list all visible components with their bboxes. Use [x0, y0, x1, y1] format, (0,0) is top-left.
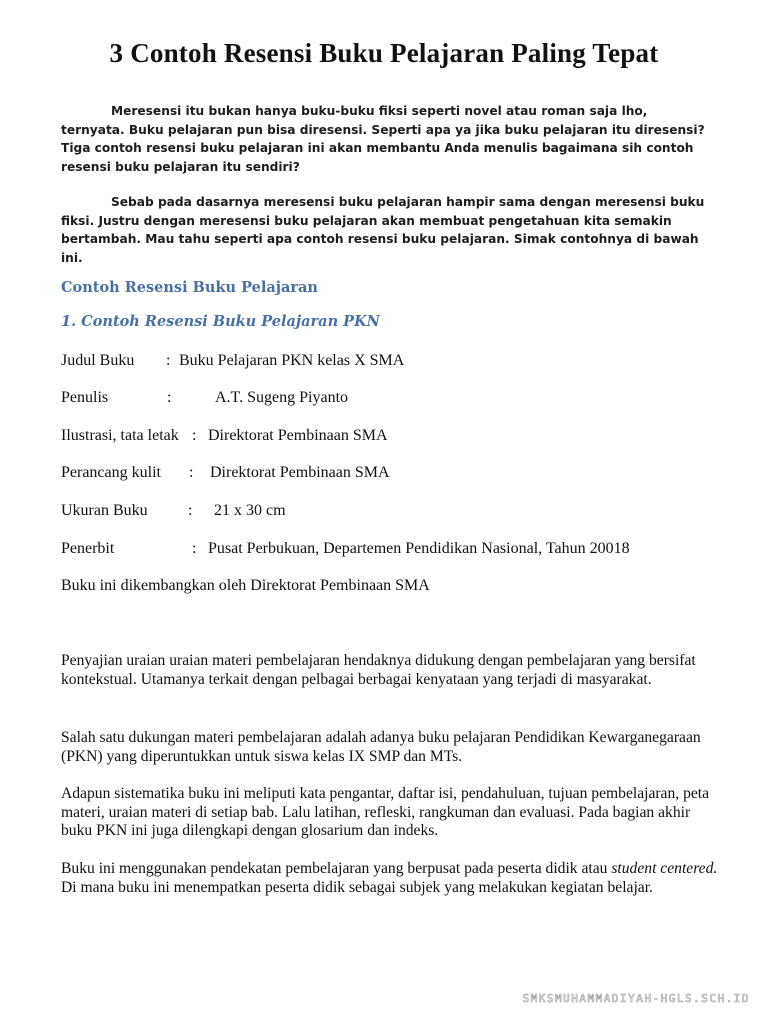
- book-info-label: Perancang kulit: [61, 464, 161, 481]
- body-paragraph-4-text-after: Di mana buku ini menempatkan peserta didik sebagai subjek yang melakukan kegiatan belajar.: [61, 878, 653, 896]
- subsection-heading: 1. Contoh Resensi Buku Pelajaran PKN: [61, 313, 380, 330]
- book-info-value: A.T. Sugeng Piyanto: [215, 389, 349, 406]
- section-heading: Contoh Resensi Buku Pelajaran: [61, 279, 318, 296]
- book-info-separator: :: [192, 540, 197, 557]
- book-info-value: Pusat Perbukuan, Departemen Pendidikan Nasional, Tahun 20018: [208, 540, 630, 557]
- body-paragraph-4-italic: student centered.: [611, 860, 718, 877]
- book-info-separator: :: [167, 389, 172, 406]
- body-paragraph-4-text-before: Buku ini menggunakan pendekatan pembelajaran yang berpusat pada peserta didik atau: [61, 860, 612, 877]
- body-paragraph-1: Penyajian uraian uraian materi pembelajaran hendaknya didukung dengan pembelajaran yang bersifat kontekstual. Utamanya terkait dengan pelbagai berbagai kenyataan yang terjadi di masyarakat.: [61, 652, 696, 688]
- book-info-separator: :: [192, 427, 197, 444]
- development-note: Buku ini dikembangkan oleh Direktorat Pembinaan SMA: [61, 577, 430, 594]
- book-info-separator: :: [188, 502, 193, 519]
- intro-paragraph-1: [61, 102, 711, 176]
- book-info-value: Direktorat Pembinaan SMA: [208, 427, 388, 444]
- book-info-label: Penulis: [61, 389, 109, 406]
- watermark: SMKSMUHAMMADIYAH-HGLS.SCH.ID: [522, 992, 750, 1005]
- body-paragraph-2: Salah satu dukungan materi pembelajaran adalah adanya buku pelajaran Pendidikan Kewarganegaraan (PKN) yang diperuntukkan untuk siswa kelas IX SMP dan MTs.: [61, 729, 701, 765]
- book-info-separator: :: [166, 352, 171, 369]
- book-info-label: Judul Buku: [61, 352, 135, 369]
- page-title: 3 Contoh Resensi Buku Pelajaran Paling Tepat: [109, 38, 659, 68]
- intro-paragraph-2: [61, 193, 711, 267]
- book-info-label: Ilustrasi, tata letak: [61, 427, 179, 444]
- body-paragraph-4: [61, 860, 721, 897]
- book-info-value: 21 x 30 cm: [214, 502, 286, 519]
- book-info-value: Buku Pelajaran PKN kelas X SMA: [179, 352, 405, 369]
- book-info-label: Penerbit: [61, 540, 115, 557]
- body-paragraph-3: Adapun sistematika buku ini meliputi kata pengantar, daftar isi, pendahuluan, tujuan pembelajaran, peta materi, uraian materi di setiap bab. Lalu latihan, refleski, rangkuman dan evaluasi. Pada bagian akhir buku PKN ini juga dilengkapi dengan glosarium dan indeks.: [61, 785, 710, 839]
- intro-paragraph-1-text: Meresensi itu bukan hanya buku-buku fiksi seperti novel atau roman saja lho, ternyata. Buku pelajaran pun bisa diresensi. Seperti apa ya jika buku pelajaran itu diresensi? Tiga contoh resensi buku pelajaran ini akan membantu Anda menulis bagaimana sih contoh resensi buku pelajaran itu sendiri?: [61, 104, 705, 174]
- book-info-separator: :: [189, 464, 194, 481]
- book-info-value: Direktorat Pembinaan SMA: [210, 464, 390, 481]
- book-info-label: Ukuran Buku: [61, 502, 148, 519]
- intro-paragraph-2-text: Sebab pada dasarnya meresensi buku pelajaran hampir sama dengan meresensi buku fiksi. Justru dengan meresensi buku pelajaran akan membuat pengetahuan kita semakin bertambah. Mau tahu seperti apa contoh resensi buku pelajaran. Simak contohnya di bawah ini.: [61, 195, 705, 265]
